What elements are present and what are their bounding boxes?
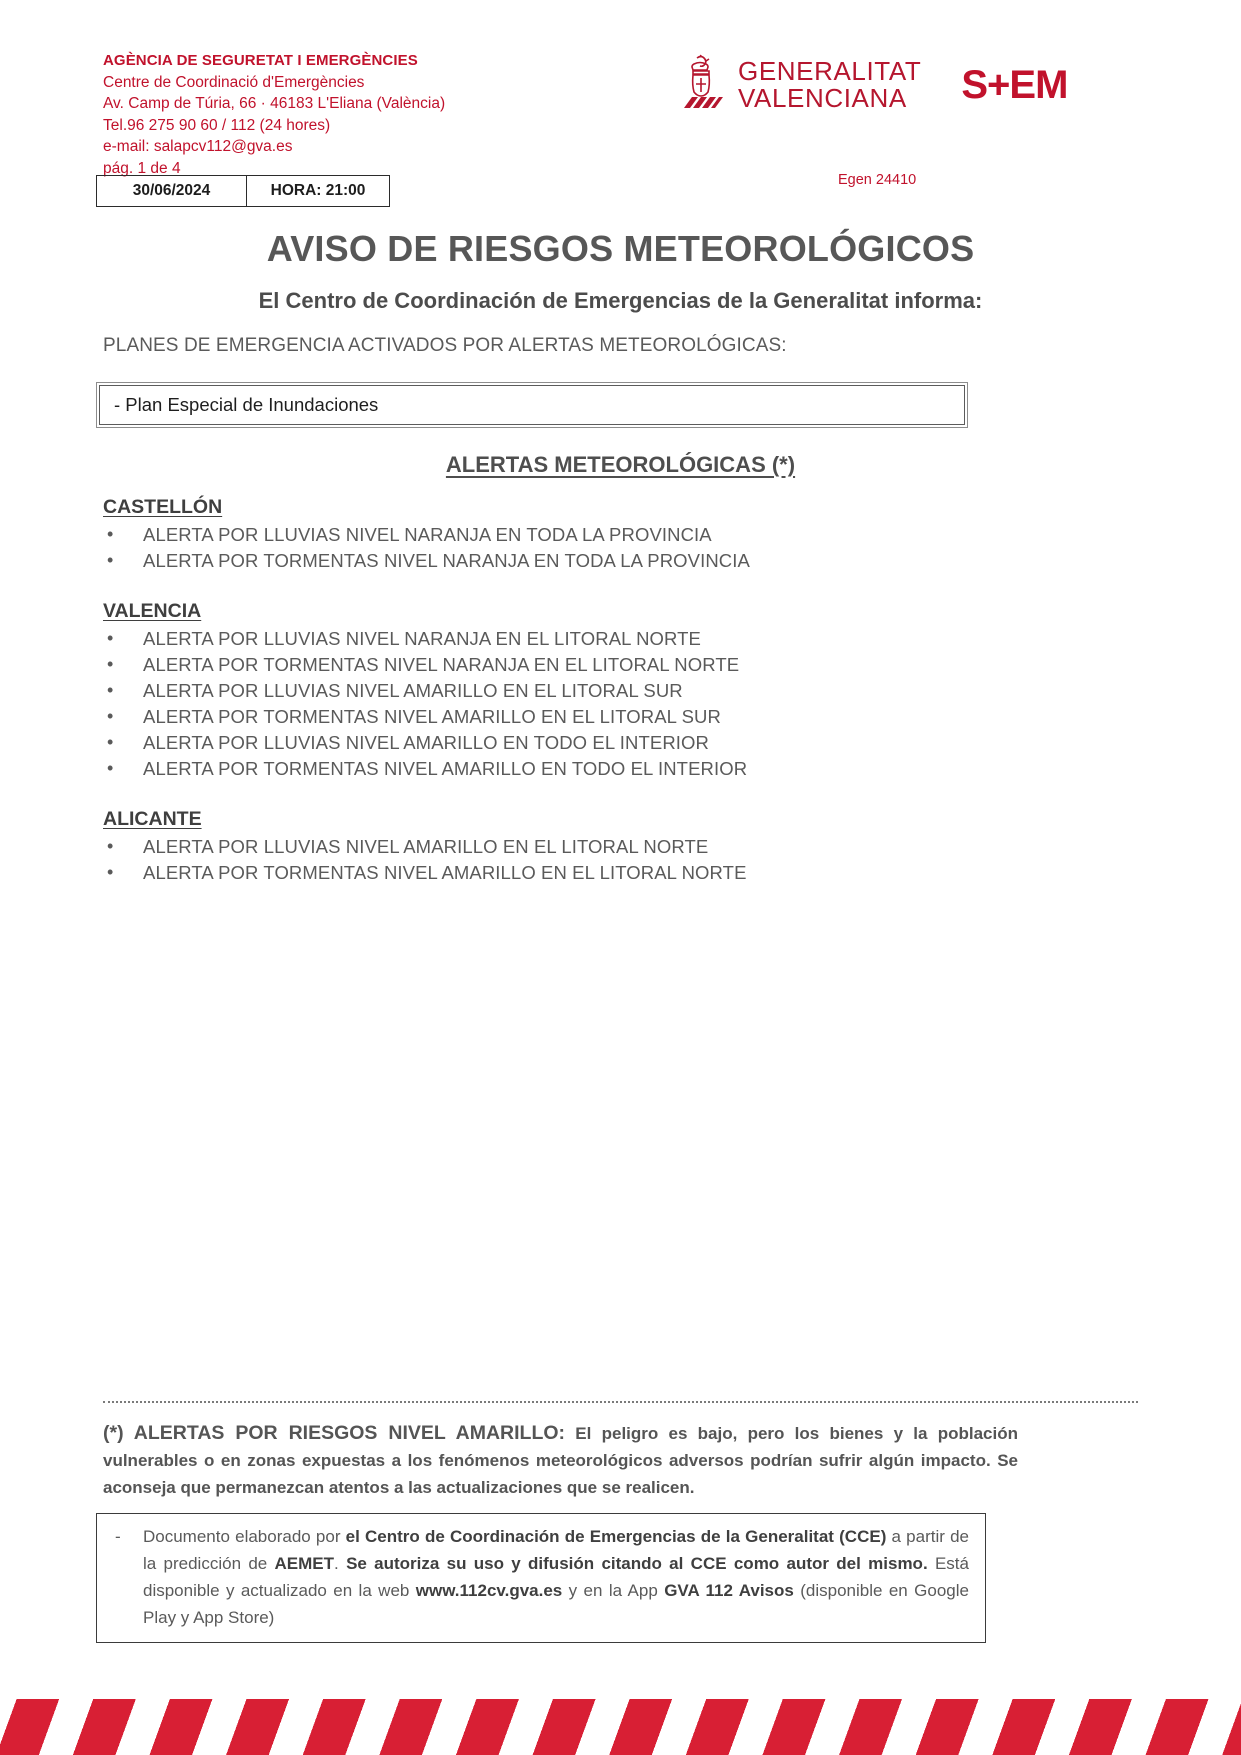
- list-item: • ALERTA POR TORMENTAS NIVEL NARANJA EN EL LITORAL NORTE: [103, 652, 963, 678]
- list-item: • ALERTA POR LLUVIAS NIVEL AMARILLO EN TODO EL INTERIOR: [103, 730, 963, 756]
- province-section-valencia: [103, 600, 963, 782]
- list-item: • ALERTA POR LLUVIAS NIVEL AMARILLO EN EL LITORAL NORTE: [103, 834, 963, 860]
- attribution-fragment: (disponible en Google Play y App Store): [143, 1581, 969, 1627]
- attribution-fragment: Documento elaborado por: [143, 1527, 346, 1546]
- attribution-emphasis: el Centro de Coordinación de Emergencias de la Generalitat (CCE): [345, 1527, 887, 1546]
- yellow-alert-note: [103, 1420, 1018, 1501]
- province-name: ALICANTE: [103, 808, 202, 830]
- attribution-emphasis: GVA 112 Avisos: [664, 1581, 794, 1600]
- brand-block: [680, 54, 1067, 116]
- brand-line-2: VALENCIANA: [738, 83, 907, 113]
- organization-title: AGÈNCIA DE SEGURETAT I EMERGÈNCIES: [103, 52, 418, 69]
- brand-line-1: GENERALITAT: [738, 56, 922, 86]
- province-section-castellon: [103, 496, 963, 574]
- list-item: • ALERTA POR TORMENTAS NIVEL AMARILLO EN EL LITORAL NORTE: [103, 860, 963, 886]
- attribution-dash: -: [115, 1527, 121, 1546]
- list-item: • ALERTA POR LLUVIAS NIVEL AMARILLO EN EL LITORAL SUR: [103, 678, 963, 704]
- valencia-coat-of-arms-icon: [680, 54, 726, 116]
- hazard-stripe-pattern: [0, 1699, 1241, 1755]
- organization-line-1: Centre de Coordinació d'Emergències: [103, 73, 365, 91]
- yellow-alert-note-lead: (*) ALERTAS POR RIESGOS NIVEL AMARILLO:: [103, 1422, 566, 1444]
- organization-line-2: Av. Camp de Túria, 66 · 46183 L'Eliana (València): [103, 95, 446, 112]
- attribution-box: [96, 1513, 986, 1643]
- page-title: AVISO DE RIESGOS METEOROLÓGICOS: [266, 228, 975, 269]
- alert-list: [103, 834, 963, 886]
- attribution-emphasis: www.112cv.gva.es: [415, 1581, 563, 1600]
- document-date: 30/06/2024: [97, 176, 247, 206]
- organization-block: [103, 50, 445, 179]
- activated-plans-box: [96, 382, 968, 428]
- attribution-fragment: y en la App: [562, 1581, 665, 1600]
- attribution-emphasis: AEMET: [274, 1554, 335, 1573]
- alert-list: [103, 522, 963, 574]
- attribution-row: [109, 1523, 969, 1631]
- generalitat-valenciana-logo: [680, 54, 921, 116]
- provinces-list: [103, 496, 963, 912]
- list-item: • ALERTA POR TORMENTAS NIVEL NARANJA EN TODA LA PROVINCIA: [103, 548, 963, 574]
- activated-plans-box-inner: [99, 385, 965, 425]
- alerts-section-heading: ALERTAS METEOROLÓGICAS (*): [445, 452, 796, 477]
- document-hour: HORA: 21:00: [270, 182, 366, 199]
- generalitat-wordmark: [738, 58, 921, 112]
- organization-page-number: pág. 1 de 4: [103, 159, 181, 177]
- organization-email: e-mail: salapcv112@gva.es: [103, 138, 293, 155]
- activated-plans-label: PLANES DE EMERGENCIA ACTIVADOS POR ALERTAS METEOROLÓGICAS:: [103, 335, 787, 356]
- hazard-stripe-band: [0, 1677, 1241, 1755]
- organization-line-3: Tel.96 275 90 60 / 112 (24 hores): [103, 116, 331, 134]
- attribution-fragment: Está disponible y actualizado en la web: [143, 1554, 969, 1600]
- province-name: CASTELLÓN: [103, 496, 223, 518]
- list-item: • ALERTA POR LLUVIAS NIVEL NARANJA EN TODA LA PROVINCIA: [103, 522, 963, 548]
- attribution-fragment: .: [334, 1554, 347, 1573]
- alert-list: [103, 626, 963, 782]
- page-subtitle: El Centro de Coordinación de Emergencias de la Generalitat informa:: [258, 288, 983, 313]
- footer-separator: [103, 1401, 1138, 1403]
- list-item: • ALERTA POR LLUVIAS NIVEL NARANJA EN EL LITORAL NORTE: [103, 626, 963, 652]
- province-name: VALENCIA: [103, 600, 202, 622]
- attribution-emphasis: Se autoriza su uso y difusión citando al CCE como autor del mismo.: [346, 1554, 928, 1573]
- attribution-fragment: a partir de la predicción de: [143, 1527, 969, 1573]
- egen-reference: Egen 24410: [838, 172, 917, 188]
- yellow-alert-note-body: El peligro es bajo, pero los bienes y la población vulnerables o en zonas expuestas a los fenómenos meteorológicos adversos podrían sufrir algún impacto. Se aconseja que permanezcan atentos a las actualizaciones que se realicen.: [103, 1424, 1018, 1497]
- plan-item: - Plan Especial de Inundaciones: [114, 394, 379, 415]
- attribution-text: [143, 1523, 969, 1631]
- document-header: [0, 50, 1241, 188]
- date-time-box: [96, 175, 390, 207]
- sem-logo: S+EM: [961, 63, 1068, 107]
- province-section-alicante: [103, 808, 963, 886]
- list-item: • ALERTA POR TORMENTAS NIVEL AMARILLO EN EL LITORAL SUR: [103, 704, 963, 730]
- list-item: • ALERTA POR TORMENTAS NIVEL AMARILLO EN TODO EL INTERIOR: [103, 756, 963, 782]
